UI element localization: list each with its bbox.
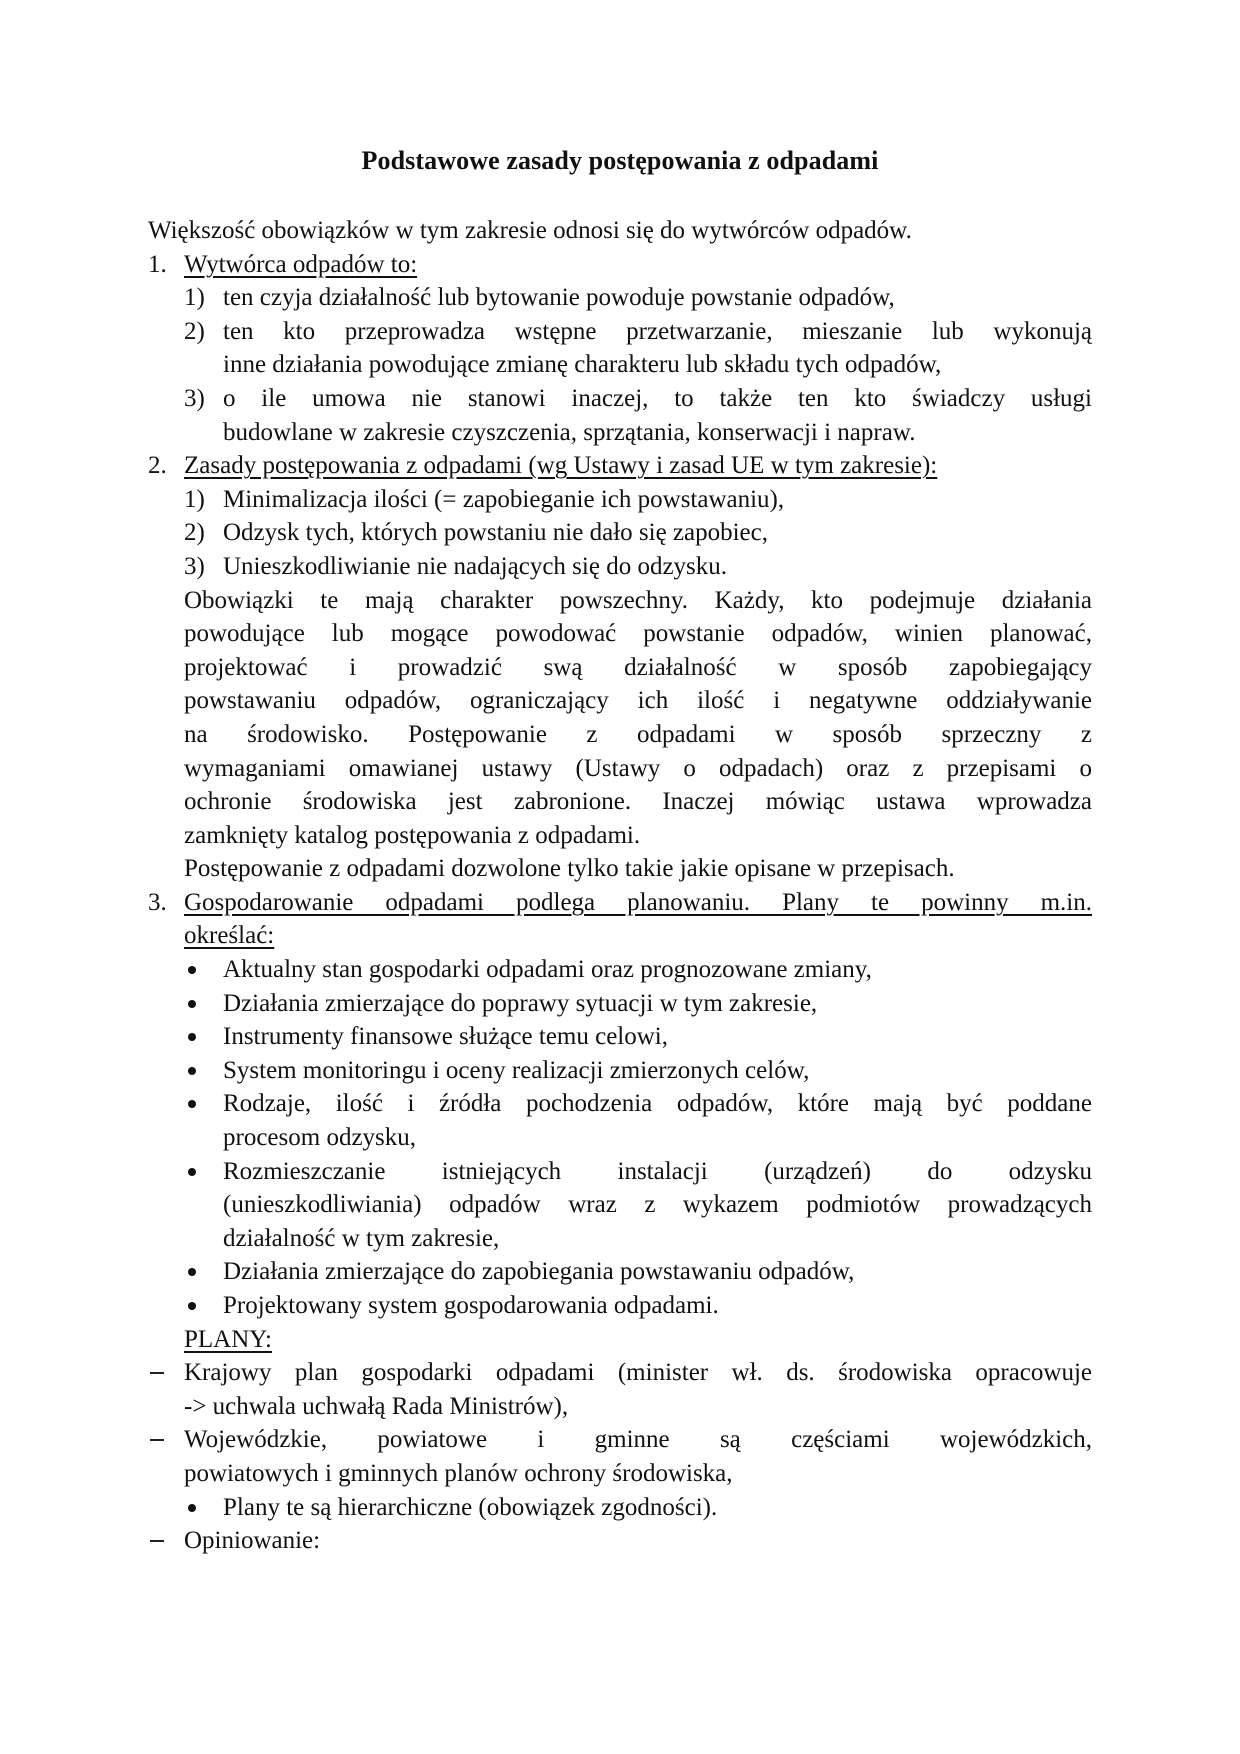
plans-dash-list (148, 1356, 1092, 1558)
bullet-text: działalność w tym zakresie, (223, 1224, 500, 1252)
dash-icon (150, 1540, 164, 1542)
paragraph-line: wymaganiami omawianej ustawy (Ustawy o odpadach) oraz z przepisami o (184, 754, 1092, 782)
bullet-icon (188, 1067, 196, 1075)
dash-text: Wojewódzkie, powiatowe i gminne są częściami wojewódzkich, (184, 1426, 1092, 1454)
dash-text: Krajowy plan gospodarki odpadami (minister wł. ds. środowiska opracowuje (184, 1359, 1092, 1387)
bullet-item (148, 1087, 1092, 1121)
item-text: Minimalizacja ilości (= zapobieganie ich powstawaniu), (223, 485, 785, 513)
bullet-text: System monitoringu i oceny realizacji zmierzonych celów, (223, 1056, 810, 1084)
list-item (148, 281, 1092, 315)
bullet-icon (188, 1000, 196, 1008)
bullet-text: Działania zmierzające do zapobiegania powstawaniu odpadów, (223, 1258, 855, 1286)
item-text: ten kto przeprowadza wstępne przetwarzanie, mieszanie lub wykonują (223, 317, 1092, 345)
item-number: 2) (184, 317, 205, 345)
bullet-text: Działania zmierzające do poprawy sytuacji w tym zakresie, (223, 989, 818, 1017)
dash-icon (150, 1372, 164, 1374)
item-number: 3) (184, 384, 205, 412)
plans-heading (148, 1323, 1092, 1357)
item-text: Odzysk tych, których powstaniu nie dało się zapobiec, (223, 519, 768, 547)
paragraph-line: powstawaniu odpadów, ograniczający ich ilość i negatywne oddziaływanie (184, 687, 1092, 715)
section-number: 2. (148, 452, 167, 480)
paragraph-line: ochronie środowiska jest zabronione. Inaczej mówiąc ustawa wprowadza (184, 788, 1092, 816)
paragraph-line: Obowiązki te mają charakter powszechny. Każdy, kto podejmuje działania (184, 586, 1092, 614)
dash-item-continuation (148, 1390, 1092, 1424)
bullet-item (148, 1054, 1092, 1088)
dash-item (148, 1423, 1092, 1457)
item-text: ten czyja działalność lub bytowanie powoduje powstanie odpadów, (223, 284, 895, 312)
item-number: 2) (184, 519, 205, 547)
dash-text: Opiniowanie: (184, 1527, 321, 1555)
bullet-item-continuation (148, 1121, 1092, 1155)
bullet-text: Aktualny stan gospodarki odpadami oraz prognozowane zmiany, (223, 956, 872, 984)
section-2-note: Postępowanie z odpadami dozwolone tylko takie jakie opisane w przepisach. (184, 855, 955, 883)
bullet-item (148, 1289, 1092, 1323)
section-2-paragraph (148, 584, 1092, 886)
list-item (148, 483, 1092, 517)
item-text: o ile umowa nie stanowi inaczej, to także ten kto świadczy usługi (223, 384, 1092, 412)
section-heading-text: Zasady postępowania z odpadami (wg Ustawy i zasad UE w tym zakresie): (184, 452, 938, 480)
item-text: Unieszkodliwianie nie nadających się do odzysku. (223, 552, 728, 580)
bullet-icon (188, 966, 196, 974)
paragraph-line: zamknięty katalog postępowania z odpadami. (184, 821, 641, 849)
list-item (148, 315, 1092, 349)
bullet-item (148, 953, 1092, 987)
section-1-heading (148, 248, 1092, 282)
section-heading-text: Wytwórca odpadów to: (184, 250, 418, 278)
paragraph-line: projektować i prowadzić swą działalność w sposób zapobiegający (184, 653, 1092, 681)
bullet-icon (188, 1168, 196, 1176)
item-text: budowlane w zakresie czyszczenia, sprzątania, konserwacji i napraw. (223, 418, 916, 446)
item-number: 1) (184, 284, 205, 312)
document-body (148, 214, 1092, 1558)
bullet-text: (unieszkodliwiania) odpadów wraz z wykazem podmiotów prowadzących (223, 1191, 1092, 1219)
bullet-text: Projektowany system gospodarowania odpadami. (223, 1292, 719, 1319)
bullet-text: Plany te są hierarchiczne (obowiązek zgodności). (223, 1493, 718, 1521)
bullet-item (148, 1491, 1092, 1525)
dash-item (148, 1356, 1092, 1390)
bullet-item-continuation (148, 1222, 1092, 1256)
plans-heading-text: PLANY: (184, 1325, 272, 1353)
section-3-heading-continuation (148, 919, 1092, 953)
bullet-text: Rodzaje, ilość i źródła pochodzenia odpadów, które mają być poddane (223, 1090, 1092, 1118)
section-2-heading (148, 449, 1092, 483)
bullet-item (148, 1020, 1092, 1054)
list-item-continuation (148, 348, 1092, 382)
bullet-item (148, 987, 1092, 1021)
paragraph-line: powodujące lub mogące powodować powstanie odpadów, winien planować, (184, 620, 1092, 648)
section-heading-text: określać: (184, 922, 275, 950)
item-number: 1) (184, 485, 205, 513)
list-item (148, 550, 1092, 584)
bullet-text: Rozmieszczanie istniejących instalacji (urządzeń) do odzysku (223, 1157, 1092, 1185)
bullet-item-continuation (148, 1188, 1092, 1222)
section-number: 3. (148, 888, 167, 916)
dash-item (148, 1524, 1092, 1558)
intro-text: Większość obowiązków w tym zakresie odnosi się do wytwórców odpadów. (148, 217, 912, 244)
bullet-item (148, 1155, 1092, 1189)
item-text: inne działania powodujące zmianę charakteru lub składu tych odpadów, (223, 351, 942, 379)
dash-text: -> uchwala uchwałą Rada Ministrów), (184, 1392, 569, 1420)
section-3-heading (148, 886, 1092, 920)
bullet-text: Instrumenty finansowe służące temu celowi, (223, 1023, 668, 1051)
dash-icon (150, 1439, 164, 1441)
item-number: 3) (184, 552, 205, 580)
bullet-icon (188, 1302, 196, 1310)
dash-item-continuation (148, 1457, 1092, 1491)
list-item (148, 382, 1092, 416)
paragraph-line: na środowisko. Postępowanie z odpadami w sposób sprzeczny z (184, 720, 1092, 748)
bullet-text: procesom odzysku, (223, 1124, 417, 1152)
list-item (148, 516, 1092, 550)
list-item-continuation (148, 416, 1092, 450)
bullet-icon (188, 1504, 196, 1512)
planning-bullet-list (148, 953, 1092, 1323)
section-number: 1. (148, 250, 167, 278)
section-heading-text: Gospodarowanie odpadami podlega planowaniu. Plany te powinny m.in. (184, 888, 1092, 916)
document-title: Podstawowe zasady postępowania z odpadami (361, 146, 879, 175)
bullet-item (148, 1255, 1092, 1289)
dash-text: powiatowych i gminnych planów ochrony środowiska, (184, 1459, 733, 1487)
